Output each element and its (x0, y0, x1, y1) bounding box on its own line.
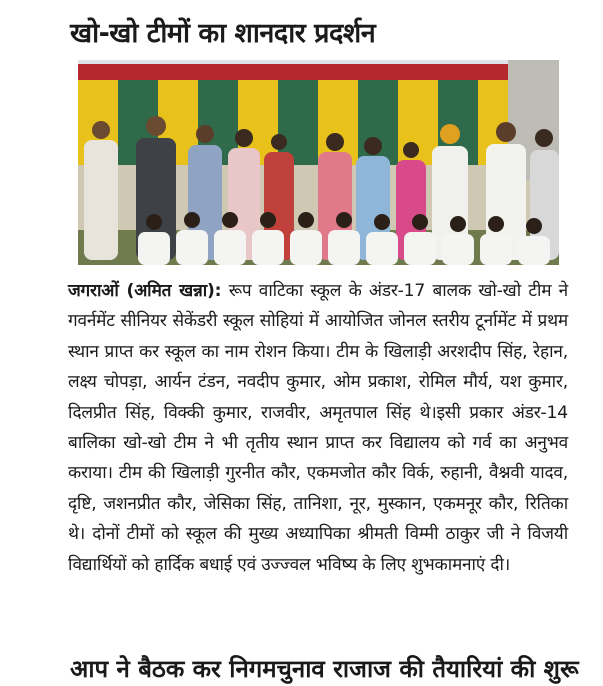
next-article-headline: आप ने बैठक कर निगमचुनाव राजाज की तैयारियां की शुरू (70, 655, 579, 683)
headline: खो-खो टीमों का शानदार प्रदर्शन (70, 18, 376, 49)
article-body (68, 276, 568, 580)
article-text: रूप वाटिका स्कूल के अंडर-17 बालक खो-खो टीम ने गवर्नमेंट सीनियर सेकेंडरी स्कूल सोहियां में आयोजित जोनल स्तरीय टूर्नामेंट में प्रथम स्थान प्राप्त कर स्कूल का नाम रोशन किया। टीम के खिलाड़ी अरशदीप सिंह, रेहान, लक्ष्य चोपड़ा, आर्यन टंडन, नवदीप कुमार, ओम प्रकाश, रोमिल मौर्य, यश कुमार, दिलप्रीत सिंह, विक्की कुमार, राजवीर, अमृतपाल सिंह थे।इसी प्रकार अंडर-14 बालिका खो-खो टीम ने भी तृतीय स्थान प्राप्त कर विद्यालय को गर्व का अनुभव कराया। टीम की खिलाड़ी गुरनीत कौर, एकमजोत कौर विर्क, रुहानी, वैश्नवी यादव, दृष्टि, जशनप्रीत कौर, जेसिका सिंह, तानिशा, नूर, मुस्कान, एकमनूर कौर, रितिका थे। दोनों टीमों को स्कूल की मुख्य अध्यापिका श्रीमती विम्मी ठाकुर जी ने विजयी विद्यार्थियों को हार्दिक बधाई एवं उज्ज्वल भविष्य के लिए शुभकामनाएं दी। (68, 281, 568, 575)
news-photo (78, 60, 559, 265)
byline: जगराओं (अमित खन्ना): (68, 281, 222, 301)
